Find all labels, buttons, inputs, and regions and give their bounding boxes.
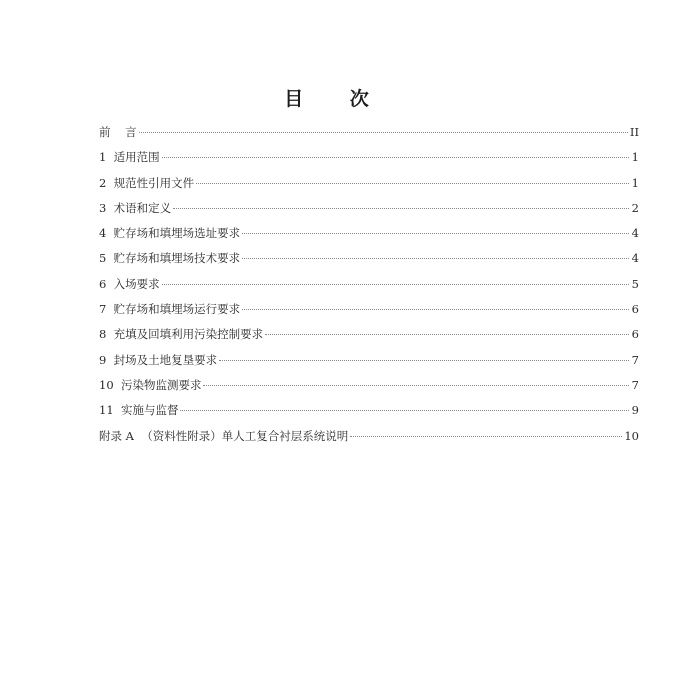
toc-entry-page: 9 [631, 403, 639, 418]
toc-entry-page: 10 [624, 428, 639, 443]
toc-entry-appendix-a[interactable] [99, 424, 639, 449]
toc-entry-title: 适用范围 [113, 150, 160, 165]
toc-entry-page: 2 [631, 200, 639, 215]
toc-entry-page: 7 [631, 352, 639, 367]
toc-entry-number: 9 [99, 352, 114, 367]
toc-entry-title: 污染物监测要求 [120, 377, 202, 392]
toc-entry-page: 6 [631, 327, 639, 342]
dot-leader [162, 157, 629, 158]
toc-entry-backfill-pollution-control[interactable] [99, 322, 639, 347]
dot-leader [242, 309, 629, 310]
dot-leader [242, 258, 629, 259]
toc-entry-page: 7 [631, 377, 639, 392]
dot-leader [265, 334, 629, 335]
dot-leader [173, 208, 629, 209]
toc-entry-title: 封场及土地复垦要求 [113, 352, 218, 367]
toc-entry-title: 入场要求 [113, 276, 160, 291]
toc-entry-page: 4 [631, 226, 639, 241]
toc-entry-title: 贮存场和填埋场技术要求 [113, 251, 241, 266]
toc-entry-closure-reclamation[interactable] [99, 348, 639, 373]
toc-entry-page: 5 [631, 276, 639, 291]
toc-entry-page: II [629, 125, 639, 139]
dot-leader [350, 436, 622, 437]
toc-entry-number: 4 [99, 226, 114, 241]
toc-entry-number: 11 [99, 403, 121, 418]
dot-leader [203, 385, 629, 386]
table-of-contents [99, 120, 639, 449]
dot-leader [180, 410, 629, 411]
toc-entry-title: （资料性附录）单人工复合衬层系统说明 [141, 428, 349, 443]
toc-entry-pollutant-monitoring[interactable] [99, 373, 639, 398]
toc-entry-number: 10 [99, 377, 121, 392]
toc-entry-number: 2 [99, 175, 114, 190]
toc-entry-page: 6 [631, 302, 639, 317]
toc-entry-title: 贮存场和填埋场选址要求 [113, 226, 241, 241]
toc-entry-site-selection[interactable] [99, 221, 639, 246]
toc-entry-number: 6 [99, 276, 114, 291]
dot-leader [242, 233, 629, 234]
toc-entry-title: 规范性引用文件 [113, 175, 195, 190]
toc-entry-number: 1 [99, 150, 114, 165]
toc-entry-title: 贮存场和填埋场运行要求 [113, 302, 241, 317]
dot-leader [139, 132, 628, 133]
dot-leader [162, 284, 629, 285]
toc-heading: 目 次 [284, 88, 389, 110]
dot-leader [219, 360, 629, 361]
toc-entry-number: 8 [99, 327, 114, 342]
toc-entry-foreword[interactable] [99, 120, 639, 145]
toc-entry-page: 1 [631, 150, 639, 165]
toc-entry-title: 术语和定义 [113, 200, 172, 215]
toc-entry-number: 7 [99, 302, 114, 317]
toc-entry-technical-requirements[interactable] [99, 246, 639, 271]
dot-leader [196, 183, 629, 184]
toc-entry-title: 充填及回填利用污染控制要求 [113, 327, 264, 342]
toc-entry-entry-requirements[interactable] [99, 272, 639, 297]
toc-entry-normative-references[interactable] [99, 171, 639, 196]
toc-entry-title: 前 言 [99, 125, 137, 139]
toc-entry-number: 3 [99, 200, 114, 215]
toc-entry-number: 5 [99, 251, 114, 266]
toc-entry-operation-requirements[interactable] [99, 297, 639, 322]
toc-entry-number: 附录 A [99, 428, 142, 443]
toc-entry-page: 4 [631, 251, 639, 266]
toc-entry-scope[interactable] [99, 145, 639, 170]
toc-entry-title: 实施与监督 [120, 403, 179, 418]
toc-entry-implementation-supervision[interactable] [99, 398, 639, 423]
toc-entry-page: 1 [631, 175, 639, 190]
toc-entry-terms-definitions[interactable] [99, 196, 639, 221]
